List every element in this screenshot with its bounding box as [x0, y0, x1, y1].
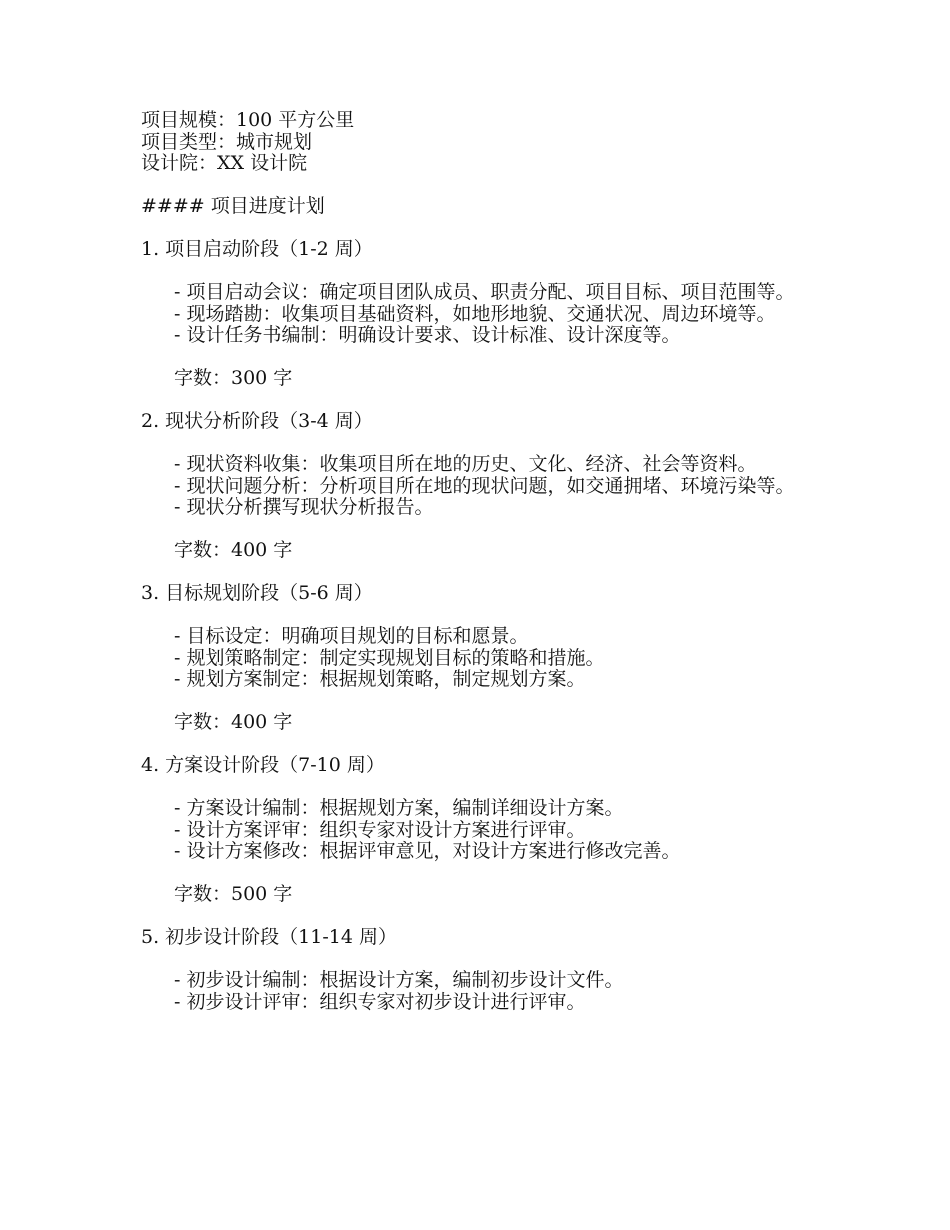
phase-item: - 设计任务书编制：明确设计要求、设计标准、设计深度等。 — [174, 324, 681, 346]
word-count: 字数：400 字 — [174, 539, 293, 561]
word-count: 字数：300 字 — [174, 367, 293, 389]
phase-item: - 现场踏勘：收集项目基础资料，如地形地貌、交通状况、周边环境等。 — [174, 302, 776, 325]
meta-scale: 项目规模：100 平方公里 — [141, 109, 355, 131]
project-meta — [141, 110, 811, 175]
phase-1 — [141, 239, 811, 411]
phase-item: - 目标设定：明确项目规划的目标和愿景。 — [174, 625, 529, 647]
phase-item: - 规划方案制定：根据规划策略，制定规划方案。 — [174, 668, 586, 690]
phase-item: - 现状分析撰写现状分析报告。 — [174, 496, 434, 518]
phase-title: 2. 现状分析阶段（3-4 周） — [141, 410, 373, 432]
phase-3 — [141, 583, 811, 755]
phase-title: 1. 项目启动阶段（1-2 周） — [141, 238, 373, 260]
meta-type: 项目类型：城市规划 — [141, 130, 313, 153]
word-count: 字数：400 字 — [174, 711, 293, 733]
phase-item: - 现状问题分析：分析项目所在地的现状问题，如交通拥堵、环境污染等。 — [174, 474, 795, 497]
phase-title: 4. 方案设计阶段（7-10 周） — [141, 754, 385, 776]
phase-title: 3. 目标规划阶段（5-6 周） — [141, 582, 373, 604]
phase-item: - 项目启动会议：确定项目团队成员、职责分配、项目目标、项目范围等。 — [174, 281, 795, 303]
phase-item: - 设计方案修改：根据评审意见，对设计方案进行修改完善。 — [174, 840, 681, 862]
meta-institute: 设计院：XX 设计院 — [141, 152, 308, 174]
section-heading: #### 项目进度计划 — [141, 195, 325, 217]
phase-item: - 方案设计编制：根据规划方案，编制详细设计方案。 — [174, 797, 624, 819]
phase-2 — [141, 411, 811, 583]
word-count: 字数：500 字 — [174, 883, 293, 905]
phase-5 — [141, 927, 811, 1013]
document-page — [141, 110, 811, 1013]
phase-item: - 初步设计编制：根据设计方案，编制初步设计文件。 — [174, 969, 624, 991]
phase-4 — [141, 755, 811, 927]
phase-title: 5. 初步设计阶段（11-14 周） — [141, 926, 397, 948]
phase-item: - 现状资料收集：收集项目所在地的历史、文化、经济、社会等资料。 — [174, 453, 757, 475]
phase-item: - 初步设计评审：组织专家对初步设计进行评审。 — [174, 990, 586, 1013]
phase-item: - 规划策略制定：制定实现规划目标的策略和措施。 — [174, 646, 605, 669]
phase-item: - 设计方案评审：组织专家对设计方案进行评审。 — [174, 818, 586, 841]
